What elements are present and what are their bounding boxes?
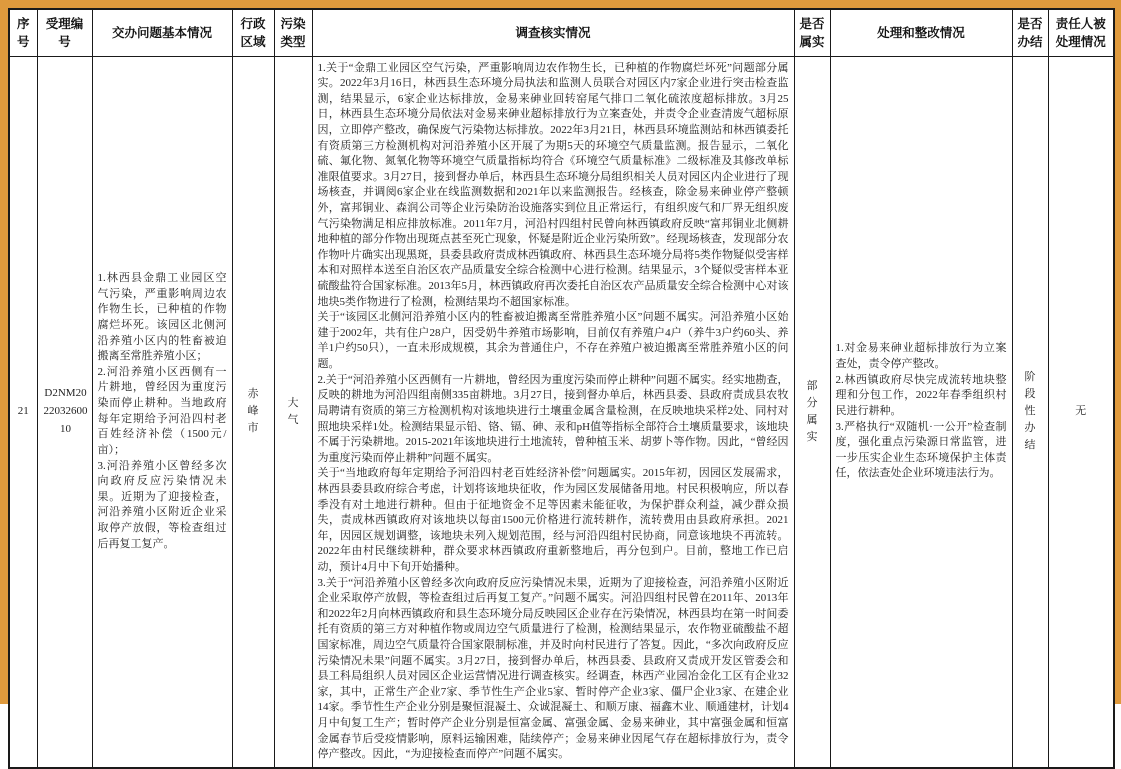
table-row <box>9 56 1114 768</box>
cell-investigation <box>312 56 794 768</box>
inspection-case-table <box>8 8 1115 769</box>
is-true-value: 部分属实 <box>806 379 818 443</box>
pollution-type-value: 大气 <box>287 396 299 426</box>
cell-responsible-person: 无 <box>1048 56 1114 768</box>
paragraph: 3.河沿养殖小区曾经多次向政府反应污染情况未果。近期为了迎接检查，河沿养殖小区附近企业采取停产放假，等检查组过后再复工复产。 <box>97 459 227 550</box>
col-header-is-true: 是否属实 <box>794 9 830 56</box>
paragraph: 2.河沿养殖小区西侧有一片耕地，曾经因为重度污染而停止耕种。当地政府每年定期给予河沿四村老百姓经济补偿（1500元/亩）； <box>97 365 227 456</box>
paragraph: 2.关于“河沿养殖小区西侧有一片耕地，曾经因为重度污染而停止耕种”问题不属实。经实地勘查，反映的耕地为河沿四组南侧335亩耕地。3月27日，接到督办单后，林西县委、县政府责成县农牧局聘请有资质的第三方检测机构对该地块进行土壤重金属含量检测，在反映地块采样2处、同村对照地块采样1处。检测结果显示铅、铬、镉、砷、汞和pH值等指标全部符合土壤质量要求，该地块不属于污染耕地。2015-2021年该地块进行土地流转，曾种植玉米、胡萝卜等作物。因此，“曾经因为重度污染而停止耕种”问题不属实。 <box>317 373 789 464</box>
cell-case-number <box>37 56 92 768</box>
cell-serial-number: 21 <box>9 56 37 768</box>
col-header-rectification: 处理和整改情况 <box>830 9 1012 56</box>
col-header-is-concluded: 是否办结 <box>1012 9 1048 56</box>
paragraph: 关于“该园区北侧河沿养殖小区内的牲畜被迫搬离至常胜养殖小区”问题不属实。河沿养殖小区始建于2002年，共有住户28户，因受奶牛养殖市场影响，目前仅有养殖户4户（养牛3户约60头、养羊1户约50只），一直未形成规模，其余为普通住户，不存在养殖户被迫搬离至常胜养殖小区的问题。 <box>317 311 789 371</box>
cell-is-true <box>794 56 830 768</box>
cell-region <box>232 56 274 768</box>
paragraph: 1.关于“金鼎工业园区空气污染，严重影响周边农作物生长，已种植的作物腐烂坏死”问题部分属实。2022年3月16日，林西县生态环境分局执法和监测人员联合对园区内7家企业进行突击检查监测，结果显示，6家企业达标排放，金易来砷业回转窑尾气排口二氧化硫浓度超标排放。3月25日，林西县生态环境分局依法对金易来砷业超标排放行为立案查处，并责令企业查清废气超标原因，立即停产整改，确保废气污染物达标排放。2022年3月21日，林西县环境监测站和林西镇委托有资质第三方检测机构对河沿养殖小区开展了为期5天的环境空气质量监测。报告显示，二氧化硫、氟化物、氮氧化物等环境空气质量指标均符合《环境空气质量标准》二级标准及其修改单标准限值要求。3月27日，接到督办单后，林西县生态环境分局组织相关人员对园区内企业进行了现场核查，并调阅6家企业在线监测数据和2021年以来监测报告。经核查，除金易来砷业停产整顿外，富邦铜业、森润公司等企业污染防治设施落实到位且正常运行，有组织废气和厂界无组织废气污染物满足相应排放标准。2011年7月，河沿村四组村民曾向林西镇政府反映“富邦铜业北侧耕地种植的部分作物出现斑点甚至死亡现象，怀疑是附近企业污染所致”。经现场核查，发现部分农作物叶片确实出现黑斑，县委县政府责成林西镇政府、林西县生态环境分局将5类作物疑似受害样本和对照样本送至自治区农产品质量安全综合检测中心进行检测。结果显示，3个疑似受害样本亚硫酸盐符合国家标准。2013年5月，林西镇政府再次委托自治区农产品质量安全综合检测中心对该地块5类作物进行了检测，检测结果均不超国家标准。 <box>317 61 789 308</box>
cell-pollution-type <box>274 56 312 768</box>
cell-rectification <box>830 56 1012 768</box>
case-number-value: D2NM202203260010 <box>43 387 88 435</box>
col-header-serial: 序号 <box>9 9 37 56</box>
col-header-problem: 交办问题基本情况 <box>92 9 232 56</box>
col-header-investigation: 调查核实情况 <box>312 9 794 56</box>
paragraph: 关于“当地政府每年定期给予河沿四村老百姓经济补偿”问题属实。2015年初，因园区发展需求，林西县委县政府综合考虑，计划将该地块征收，作为园区发展储备用地。村民积极响应，所以春季没有对土地进行耕种。但由于征地资金不足等因素未能征收，为保护群众利益，减少群众损失，责成林西镇政府对该地块以每亩1500元价格进行流转耕作，流转费用由县政府承担。2021年，因园区规划调整，该地块未列入规划范围，经与河沿四组村民协商，同意该地块不再流转。2022年由村民继续耕种，群众要求林西镇政府重新整地后，再分包到户。目前，整地工作已启动，预计4月中下旬开始播种。 <box>317 467 789 573</box>
paragraph: 3.关于“河沿养殖小区曾经多次向政府反应污染情况未果，近期为了迎接检查，河沿养殖小区附近企业采取停产放假，等检查组过后再复工复产。”问题不属实。河沿四组村民曾在2011年、2013年和2022年2月向林西镇政府和县生态环境分局反映园区企业存在污染情况，林西县均在第一时间委托有资质的第三方对种植作物或周边空气质量进行了检测，检测结果显示，农作物亚硫酸盐不超国家标准，周边空气质量符合国家限制标准，并及时向村民进行了答复。因此，“多次向政府反应污染情况未果”问题不属实。3月27日，接到督办单后，林西县委、县政府又责成开发区管委会和县工科局组织人员对园区企业运营情况进行调查核实。经调查，林西产业园冶金化工区有企业32家，其中，正常生产企业7家、季节性生产企业5家、暂时停产企业3家、僵尸企业3家、在建企业14家。季节性生产企业分别是聚恒混凝土、众诚混凝土、和顺万康、福鑫木业、顺通建材，计划4月中旬复工生产；暂时停产企业分别是恒富金属、富强金属、金易来砷业，其中富强金属和恒富金属春节后受疫情影响，原料运输困难，陆续停产；金易来砷业因尾气存在超标排放行为，责令停产整改。因此，“为迎接检查而停产”问题不属实。 <box>317 576 789 761</box>
paragraph: 1.对金易来砷业超标排放行为立案查处，责令停产整改。 <box>835 342 1007 371</box>
col-header-pollution-type: 污染类型 <box>274 9 312 56</box>
region-value: 赤峰市 <box>247 388 259 435</box>
col-header-responsible: 责任人被处理情况 <box>1048 9 1114 56</box>
paragraph: 2.林西镇政府尽快完成流转地块整理和分包工作，2022年春季组织村民进行耕种。 <box>835 373 1007 417</box>
cell-problem-summary <box>92 56 232 768</box>
table-header-row <box>9 9 1114 56</box>
paragraph: 1.林西县金鼎工业园区空气污染，严重影响周边农作物生长，已种植的作物腐烂坏死。该园区北侧河沿养殖小区内的牲畜被迫搬离至常胜养殖小区； <box>97 272 227 363</box>
col-header-case-number: 受理编号 <box>37 9 92 56</box>
paragraph: 3.严格执行“双随机·一公开”检查制度，强化重点污染源日常监管，进一步压实企业生态环境保护主体责任，依法查处企业环境违法行为。 <box>835 420 1007 480</box>
cell-is-concluded <box>1012 56 1048 768</box>
col-header-region: 行政区域 <box>232 9 274 56</box>
is-concluded-value: 阶段性办结 <box>1024 371 1036 452</box>
